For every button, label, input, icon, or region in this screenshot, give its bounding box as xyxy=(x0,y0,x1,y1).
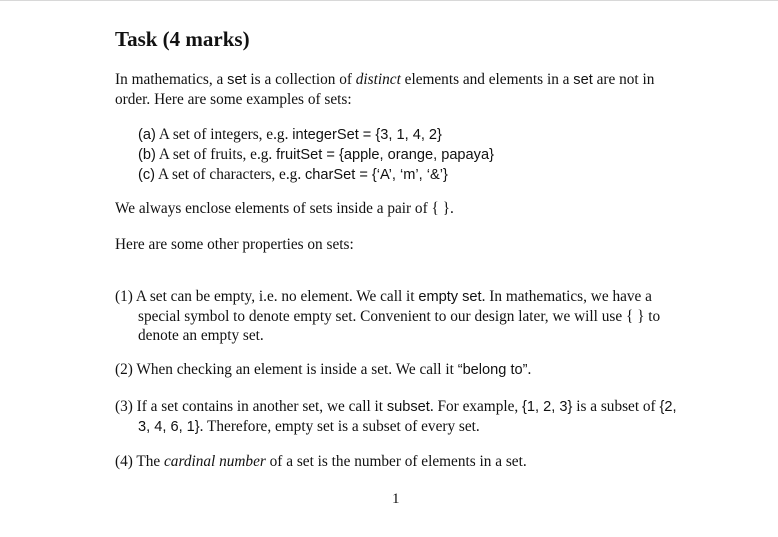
term-set: set xyxy=(573,72,593,88)
term-set: set xyxy=(227,72,247,88)
property-3 xyxy=(115,397,685,437)
item-text: A set of integers, e.g. xyxy=(155,126,293,143)
item-label: (b) xyxy=(138,147,156,163)
property-text: (4) The xyxy=(115,453,164,471)
enclose-paragraph: We always enclose elements of sets inside a pair of { }. xyxy=(115,200,454,217)
intro-text: are not in order. Here are some examples of sets: xyxy=(115,71,655,108)
list-item xyxy=(138,125,698,145)
list-item xyxy=(138,145,698,165)
example-set: {1, 2, 3} xyxy=(522,399,573,416)
item-text: A set of fruits, e.g. xyxy=(155,146,277,163)
property-text: of a set is the number of elements in a set. xyxy=(265,453,527,471)
property-text: (3) If a set contains in another set, we call it xyxy=(115,398,387,416)
item-code: integerSet = {3, 1, 4, 2} xyxy=(292,127,442,143)
term-empty-set: empty set xyxy=(418,289,482,306)
item-code: fruitSet = {apple, orange, papaya} xyxy=(276,147,494,163)
property-text: . xyxy=(527,361,532,379)
emphasis-distinct: distinct xyxy=(355,71,401,88)
example-set: {2, 3, 4, 6, 1} xyxy=(138,399,677,436)
term-cardinal-number: cardinal number xyxy=(164,453,266,471)
intro-text: is a collection of xyxy=(246,71,356,88)
properties-heading: Here are some other properties on sets: xyxy=(115,236,354,253)
property-text: (1) A set can be empty, i.e. no element. We call it xyxy=(115,288,419,306)
property-2 xyxy=(115,360,685,380)
page-title: Task (4 marks) xyxy=(115,27,250,51)
item-label: (a) xyxy=(138,127,156,143)
intro-paragraph xyxy=(115,70,685,109)
property-text: . For example, xyxy=(429,398,523,416)
item-code: charSet = {‘A’, ‘m’, ‘&’} xyxy=(304,167,448,183)
property-text: is a subset of xyxy=(572,398,660,416)
item-label: (c) xyxy=(138,167,156,183)
examples-list xyxy=(138,125,698,185)
page-number: 1 xyxy=(392,491,400,507)
list-item xyxy=(138,165,698,185)
term-belong-to: “belong to” xyxy=(457,362,528,379)
term-subset: subset xyxy=(386,399,430,416)
property-text: . Therefore, empty set is a subset of every set. xyxy=(199,418,480,436)
property-text: (2) When checking an element is inside a set. We call it xyxy=(115,361,458,379)
item-text: A set of characters, e.g. xyxy=(155,166,305,183)
intro-text: elements and elements in a xyxy=(400,71,574,88)
intro-text: In mathematics, a xyxy=(115,71,228,88)
property-1 xyxy=(115,287,685,345)
property-4 xyxy=(115,452,685,471)
property-text: . In mathematics, we have a special symbol to denote empty set. Convenient to our design later, we will use { } to denote an empty set. xyxy=(138,288,661,345)
